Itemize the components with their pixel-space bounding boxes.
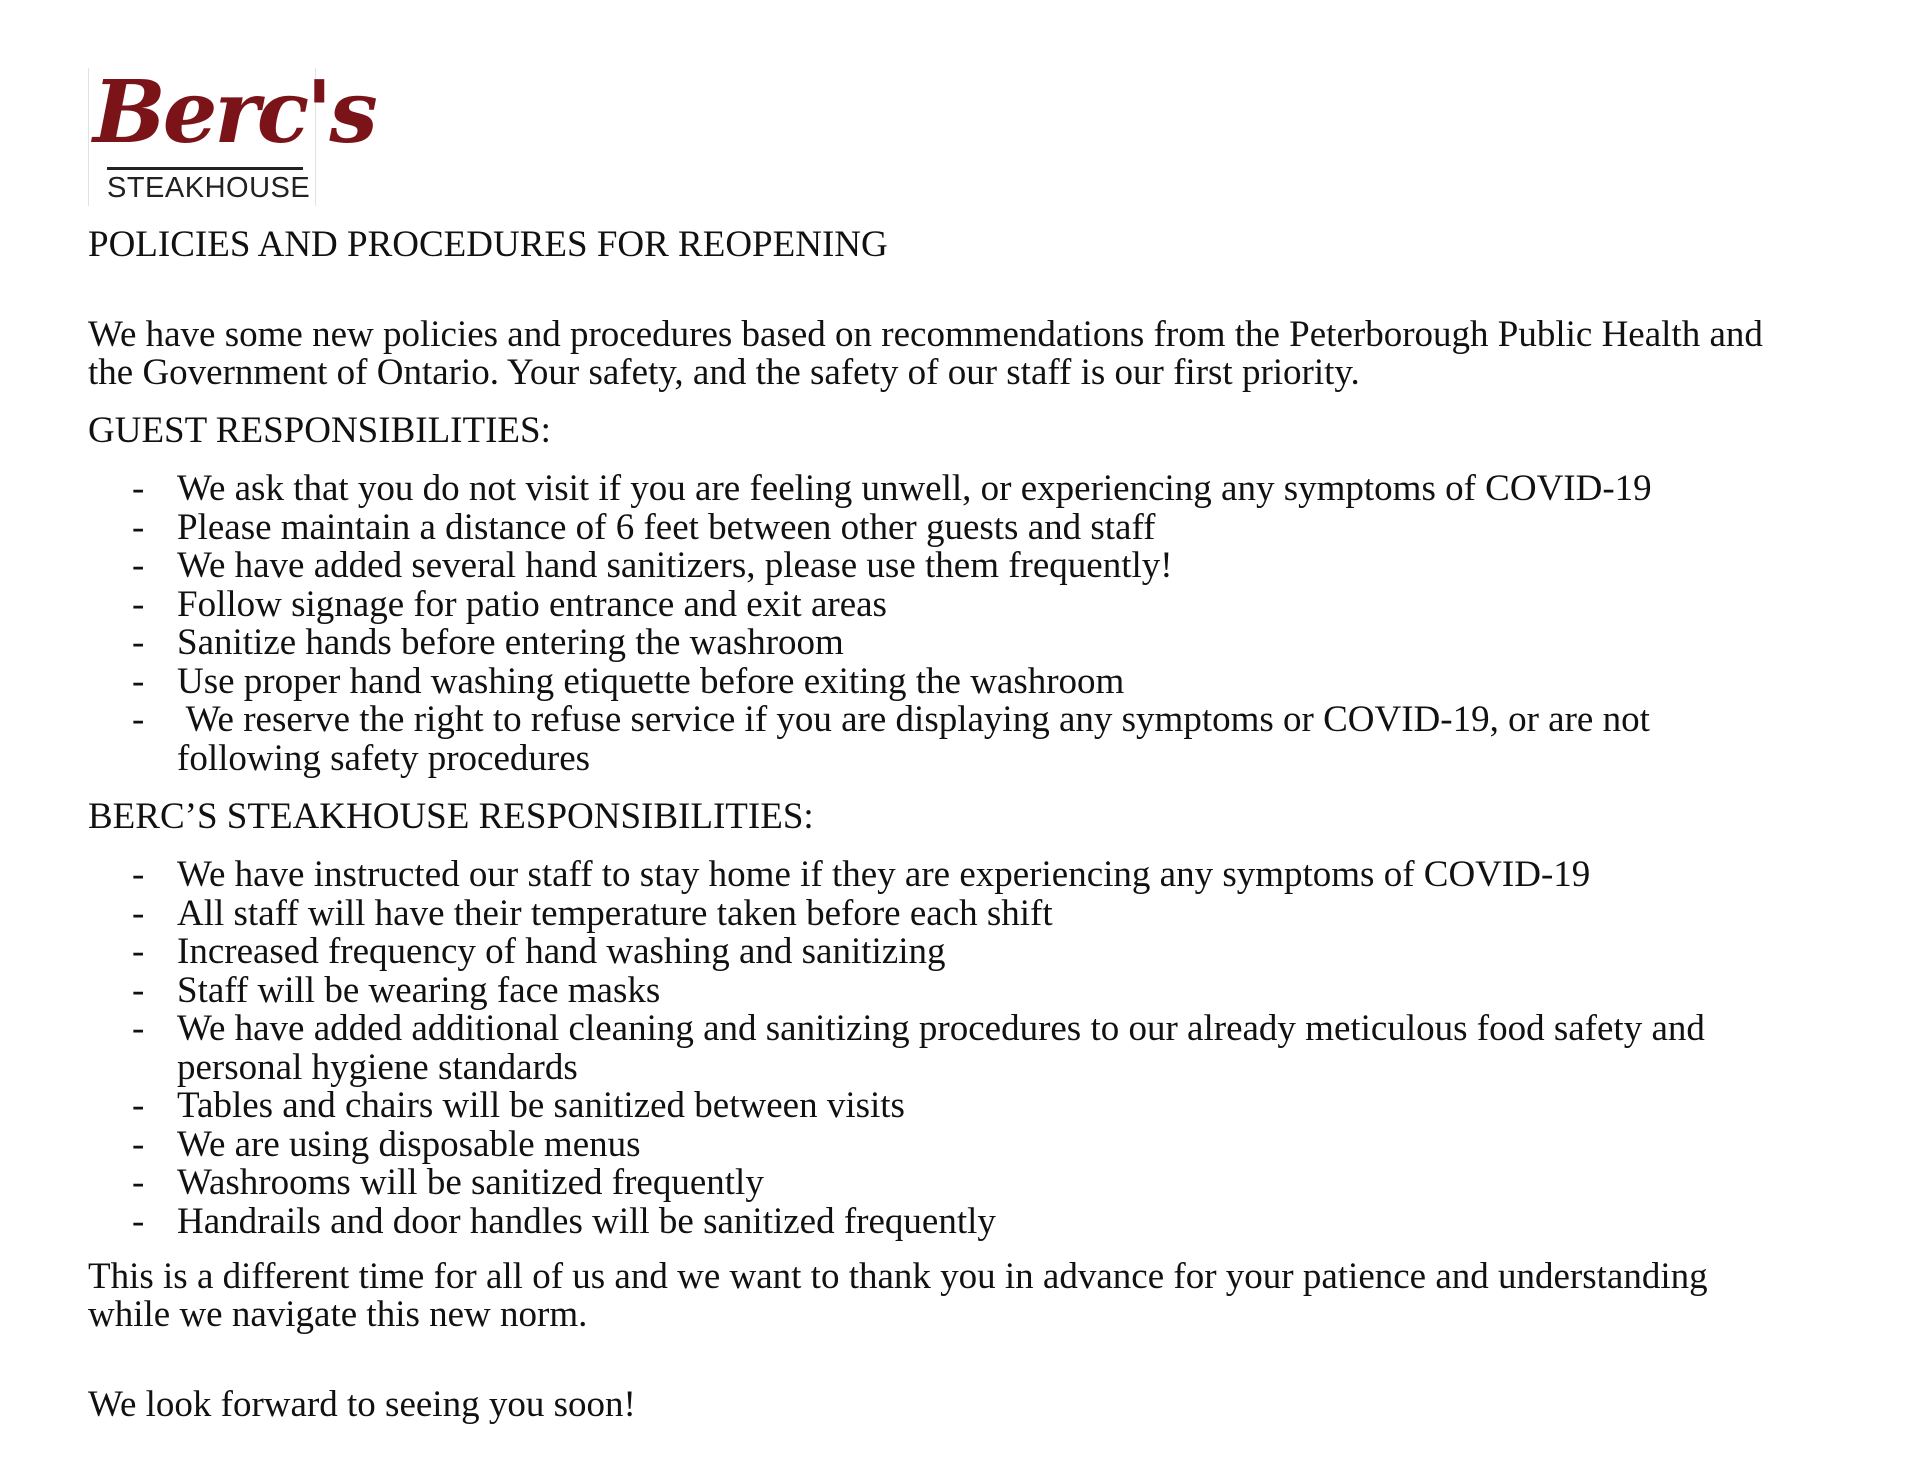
list-item-text: We are using disposable menus — [177, 1123, 641, 1165]
bullet-dash: - — [132, 931, 145, 972]
list-item — [132, 506, 1652, 548]
list-item-text: Increased frequency of hand washing and sanitizing — [177, 931, 946, 972]
logo-rule — [107, 167, 303, 170]
page-title: POLICIES AND PROCEDURES FOR REOPENING — [88, 224, 888, 265]
list-item-text: Use proper hand washing etiquette before exiting the washroom — [177, 660, 1125, 702]
bullet-dash: - — [132, 1085, 145, 1126]
logo-script-text: Berc's — [93, 62, 375, 163]
bullet-dash: - — [132, 506, 145, 548]
list-item-text: We ask that you do not visit if you are feeling unwell, or experiencing any symptoms of COVID-19 — [177, 468, 1652, 509]
list-item — [132, 660, 1652, 702]
list-item — [132, 1087, 1705, 1126]
bullet-dash: - — [132, 545, 145, 586]
list-item — [132, 470, 1652, 509]
list-item-text-continued: personal hygiene standards — [177, 1046, 578, 1088]
intro-line-2: the Government of Ontario. Your safety, and the safety of our staff is our first priority. — [88, 352, 1360, 393]
list-item — [132, 1010, 1705, 1087]
list-item-text: Staff will be wearing face masks — [177, 969, 661, 1011]
list-item — [132, 892, 1705, 934]
bercs-responsibilities-list — [132, 856, 1705, 1241]
list-item-text: Tables and chairs will be sanitized between visits — [177, 1085, 905, 1126]
bercs-steakhouse-logo — [88, 62, 375, 206]
list-item-text: We have added additional cleaning and sanitizing procedures to our already meticulous food safety and — [177, 1008, 1705, 1049]
bullet-dash: - — [132, 660, 145, 702]
list-item — [132, 624, 1652, 663]
guest-responsibilities-list — [132, 470, 1652, 778]
list-item — [132, 1123, 1705, 1165]
list-item-text: All staff will have their temperature taken before each shift — [177, 892, 1053, 934]
list-item-text: We have instructed our staff to stay home if they are experiencing any symptoms of COVID-19 — [177, 854, 1591, 895]
list-item — [132, 969, 1705, 1011]
bullet-dash: - — [132, 854, 145, 895]
bullet-dash: - — [132, 1200, 145, 1242]
intro-line-1: We have some new policies and procedures based on recommendations from the Peterborough Public Health and — [88, 314, 1763, 355]
list-item-text: Sanitize hands before entering the washroom — [177, 622, 844, 663]
bullet-dash: - — [132, 468, 145, 509]
logo-subtitle: STEAKHOUSE — [107, 172, 311, 204]
bullet-dash: - — [132, 583, 145, 625]
guest-responsibilities-heading: GUEST RESPONSIBILITIES: — [88, 410, 551, 451]
bullet-dash: - — [132, 1162, 145, 1203]
bullet-dash: - — [132, 969, 145, 1011]
list-item-text: We have added several hand sanitizers, please use them frequently! — [177, 545, 1173, 586]
bullet-dash: - — [132, 699, 145, 740]
closing-line-2: while we navigate this new norm. — [88, 1294, 588, 1335]
list-item-text: Washrooms will be sanitized frequently — [177, 1162, 764, 1203]
list-item-text: Please maintain a distance of 6 feet between other guests and staff — [177, 506, 1156, 548]
list-item — [132, 583, 1652, 625]
list-item — [132, 701, 1652, 778]
list-item-text: We reserve the right to refuse service if you are displaying any symptoms or COVID-19, or are not — [177, 699, 1650, 740]
list-item-text: Handrails and door handles will be sanitized frequently — [177, 1200, 996, 1242]
list-item — [132, 1164, 1705, 1203]
bullet-dash: - — [132, 1008, 145, 1049]
list-item — [132, 856, 1705, 895]
bullet-dash: - — [132, 622, 145, 663]
list-item — [132, 1200, 1705, 1242]
bullet-dash: - — [132, 892, 145, 934]
list-item — [132, 547, 1652, 586]
closing-signoff: We look forward to seeing you soon! — [88, 1384, 636, 1425]
list-item — [132, 933, 1705, 972]
list-item-text-continued: following safety procedures — [177, 737, 591, 779]
bercs-responsibilities-heading: BERC’S STEAKHOUSE RESPONSIBILITIES: — [88, 796, 814, 837]
list-item-text: Follow signage for patio entrance and exit areas — [177, 583, 887, 625]
closing-line-1: This is a different time for all of us and we want to thank you in advance for your patience and understanding — [88, 1256, 1708, 1297]
bullet-dash: - — [132, 1123, 145, 1165]
